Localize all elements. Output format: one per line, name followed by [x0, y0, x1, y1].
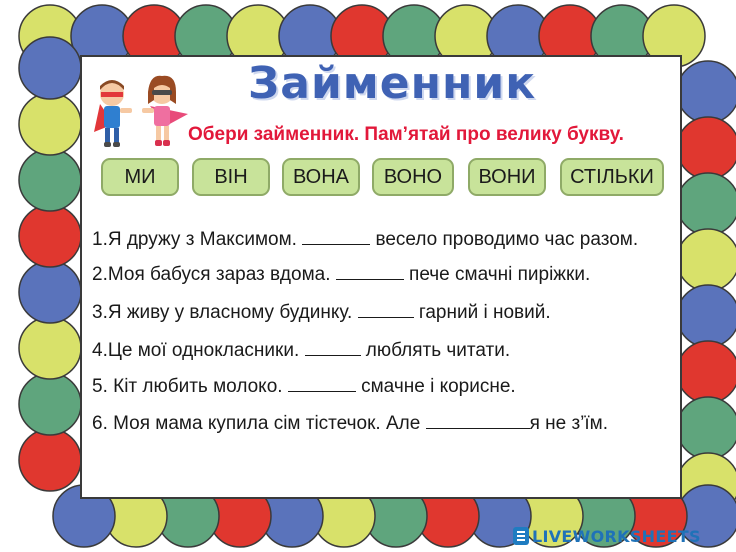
sentence-text: 4.Це мої однокласники. [92, 340, 305, 361]
frame-scallop [677, 341, 736, 403]
sentence-3 [92, 300, 551, 325]
option-mi-button[interactable]: МИ [101, 158, 179, 196]
frame-scallop [19, 149, 81, 211]
answer-blank-2[interactable] [336, 262, 404, 280]
frame-scallop [677, 229, 736, 291]
frame-scallop [19, 317, 81, 379]
sentence-text: смачне і корисне. [355, 376, 516, 397]
sentence-text: весело проводимо час разом. [370, 229, 639, 250]
superhero-boy-icon [94, 80, 132, 147]
answer-blank-4[interactable] [305, 338, 361, 356]
frame-scallop [19, 261, 81, 323]
superhero-girl-icon [142, 76, 188, 146]
option-vony-button[interactable]: ВОНИ [468, 158, 546, 196]
option-vona-button[interactable]: ВОНА [282, 158, 360, 196]
instruction-text: Обери займенник. Пам’ятай про велику букву. [188, 124, 624, 145]
answer-blank-5[interactable] [288, 374, 356, 392]
sentence-text: 3.Я живу у власному будинку. [92, 302, 358, 323]
frame-scallop [677, 61, 736, 123]
sentence-5 [92, 374, 516, 399]
sentence-text: 6. Моя мама купила сім тістечок. Але [92, 413, 426, 434]
frame-scallop [677, 117, 736, 179]
frame-scallop [19, 429, 81, 491]
sentence-4 [92, 338, 510, 363]
liveworksheets-brand-text: LIVEWORKSHEETS [532, 526, 701, 546]
frame-scallop [19, 37, 81, 99]
answer-blank-6[interactable] [426, 411, 530, 429]
frame-scallop [19, 205, 81, 267]
answer-blank-3[interactable] [358, 300, 414, 318]
sentence-text: 5. Кіт любить молоко. [92, 376, 288, 397]
answer-blank-1[interactable] [302, 227, 370, 245]
sentence-2 [92, 262, 590, 287]
page-title: Займенник [248, 58, 537, 109]
sentence-text: люблять читати. [360, 340, 511, 361]
sentence-1 [92, 227, 638, 252]
sentence-text: 1.Я дружу з Максимом. [92, 229, 303, 250]
frame-scallop [677, 285, 736, 347]
option-vin-button[interactable]: ВІН [192, 158, 270, 196]
option-vono-button[interactable]: ВОНО [372, 158, 454, 196]
option-stilky-button[interactable]: СТІЛЬКИ [560, 158, 664, 196]
frame-scallop [19, 93, 81, 155]
frame-scallop [677, 173, 736, 235]
superhero-kids-illustration [92, 64, 192, 150]
liveworksheets-logo-icon [513, 527, 529, 545]
liveworksheets-logo [513, 525, 701, 547]
sentence-text: 2.Моя бабуся зараз вдома. [92, 264, 336, 285]
frame-scallop [19, 373, 81, 435]
sentence-6 [92, 411, 608, 436]
sentence-text: гарний і новий. [413, 302, 551, 323]
sentence-text: я не з’їм. [529, 413, 609, 434]
sentence-text: пече смачні пиріжки. [403, 264, 591, 285]
frame-scallop [677, 397, 736, 459]
